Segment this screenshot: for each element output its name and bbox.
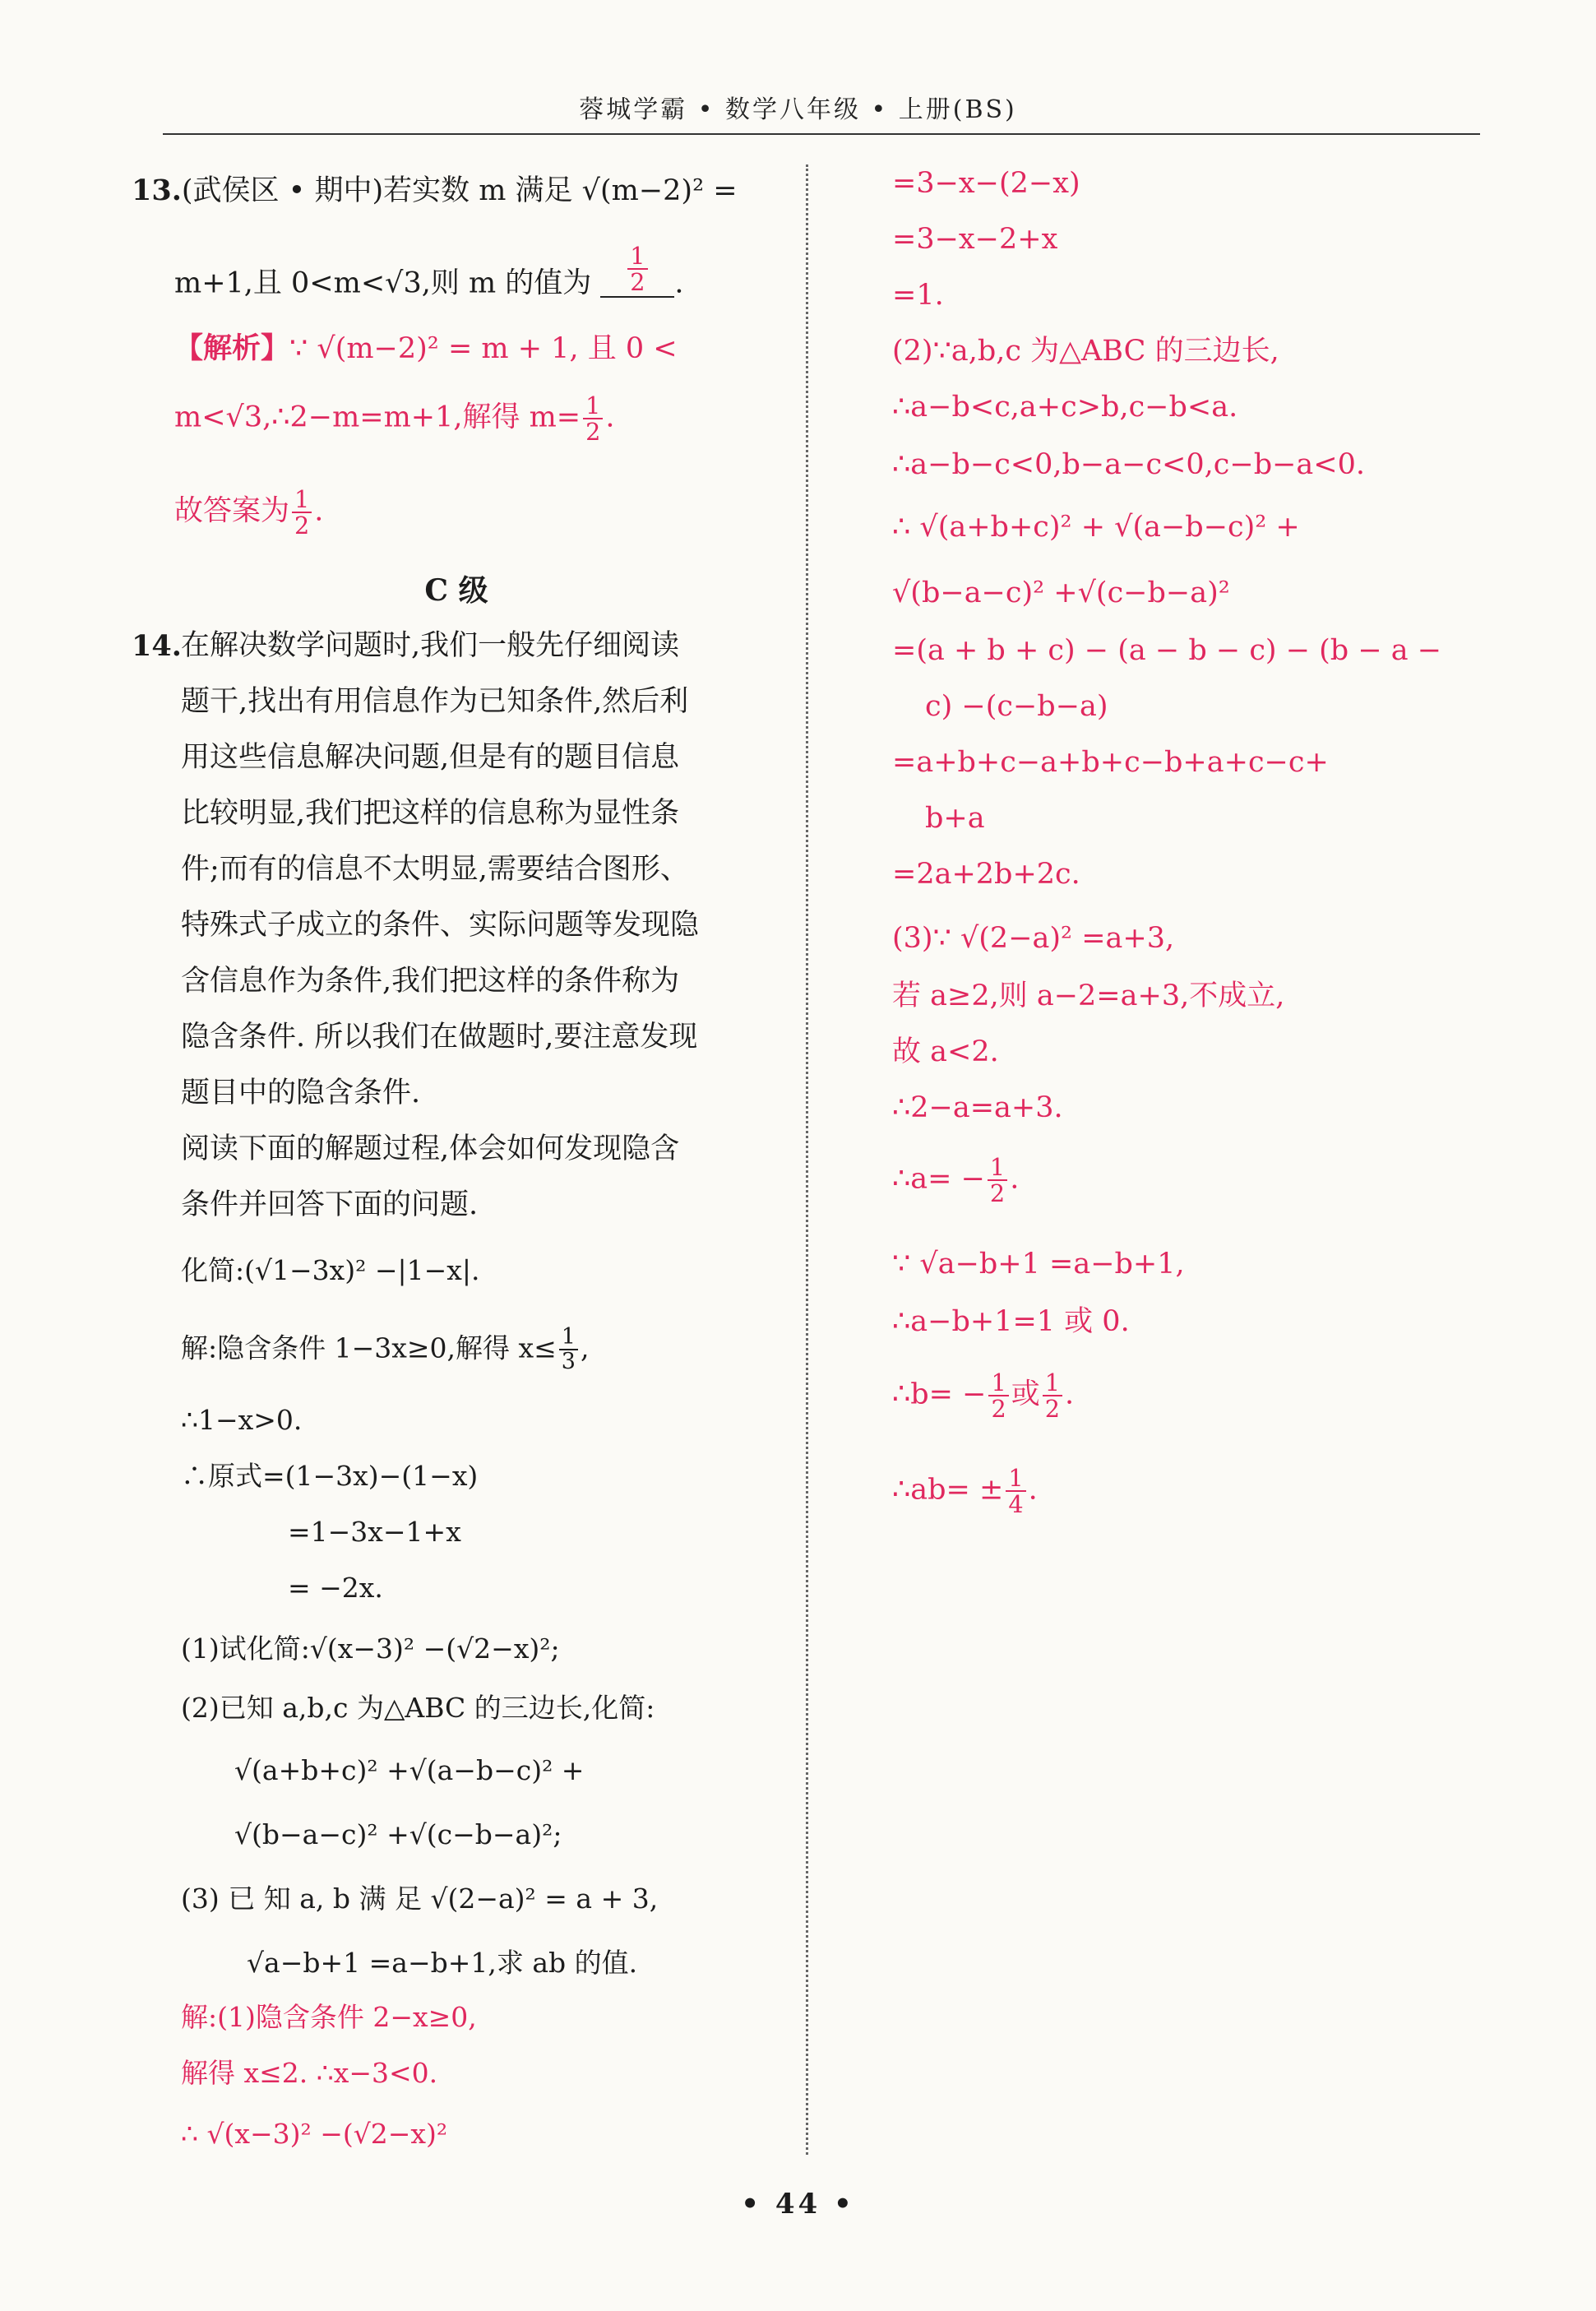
question-13-text-1: (武侯区 • 期中)若实数 m 满足 √(m−2)² =: [181, 174, 738, 207]
question-14-text-line: 比较明显,我们把这样的信息称为显性条: [181, 797, 680, 830]
question-14-text-line: 含信息作为条件,我们把这样的条件称为: [181, 965, 680, 998]
solution-line: 故 a<2.: [892, 1035, 999, 1068]
part-1: (1)试化简:√(x−3)² −(√2−x)²;: [181, 1633, 560, 1665]
solution-a-value: [892, 1155, 1019, 1206]
solution-line: (3)∵ √(2−a)² =a+3,: [892, 922, 1175, 955]
header-rule: [163, 133, 1480, 135]
analysis-text-1: ∵ √(m−2)² = m + 1, 且 0 <: [289, 332, 678, 365]
part-2-expression: √(b−a−c)² +√(c−b−a)²;: [234, 1818, 562, 1850]
analysis-fraction: [583, 391, 603, 447]
analysis-period: .: [605, 401, 615, 434]
question-14-text-line: 在解决数学问题时,我们一般先仔细阅读: [181, 629, 680, 662]
final-numerator: 1: [292, 487, 312, 513]
solution-line: ∴ √(x−3)² −(√2−x)²: [181, 2118, 448, 2150]
solution-a-numerator: 1: [988, 1155, 1007, 1181]
question-14-text-line: 题目中的隐含条件.: [181, 1077, 421, 1109]
final-text: 故答案为: [174, 494, 290, 528]
solution-ab-numerator: 1: [1006, 1466, 1025, 1492]
part-2-expression: √(a+b+c)² +√(a−b−c)² +: [234, 1754, 585, 1786]
analysis-text-2: m<√3,∴2−m=m+1,解得 m=: [174, 401, 581, 434]
solution-line: √(b−a−c)² +√(c−b−a)²: [892, 577, 1230, 609]
question-14-text-line: 特殊式子成立的条件、实际问题等发现隐: [181, 909, 700, 942]
question-14-text-line: 隐含条件. 所以我们在做题时,要注意发现: [181, 1021, 698, 1054]
solution-ab-period: .: [1028, 1473, 1038, 1507]
question-13-number: 13.: [132, 174, 182, 207]
solution-ab-text: ∴ab= ±: [892, 1473, 1004, 1507]
solution-line: ∴ √(a+b+c)² + √(a−b−c)² +: [892, 511, 1300, 544]
example-numerator: 1: [559, 1326, 578, 1350]
section-heading-c: C 级: [424, 573, 488, 608]
part-3-line-1: (3) 已 知 a, b 满 足 √(2−a)² = a + 3,: [181, 1883, 659, 1915]
question-13-text-2: m+1,且 0<m<√3,则 m 的值为: [174, 266, 592, 300]
question-14-text-line: 题干,找出有用信息作为已知条件,然后利: [181, 685, 689, 718]
solution-b-period: .: [1065, 1378, 1075, 1411]
solution-line: b+a: [925, 802, 985, 835]
question-13-line-1: [132, 176, 738, 206]
solution-line: =(a + b + c) − (a − b − c) − (b − a −: [892, 634, 1442, 667]
solution-a-text: ∴a= −: [892, 1162, 985, 1196]
solution-ab-value: [892, 1466, 1038, 1517]
final-denominator: 2: [294, 512, 310, 540]
example-step: ∴原式=(1−3x)−(1−x): [181, 1460, 479, 1492]
solution-line: ∵ √a−b+1 =a−b+1,: [892, 1248, 1185, 1281]
analysis-numerator: 1: [583, 393, 603, 419]
solution-line: 解:(1)隐含条件 2−x≥0,: [181, 2001, 477, 2033]
analysis-label: 【解析】: [174, 331, 290, 365]
solution-line: =1.: [892, 279, 944, 312]
solution-line: =2a+2b+2c.: [892, 858, 1080, 891]
analysis-final: [174, 487, 323, 538]
solution-a-denominator: 2: [989, 1179, 1006, 1208]
answer-fraction: [627, 242, 647, 297]
example-problem: 化简:(√1−3x)² −|1−x|.: [181, 1254, 480, 1286]
solution-a-fraction: [988, 1155, 1007, 1206]
final-period: .: [314, 494, 324, 528]
question-14-text-line: 件;而有的信息不太明显,需要结合图形、: [181, 853, 689, 886]
example-fraction: [559, 1326, 578, 1374]
solution-ab-denominator: 4: [1008, 1490, 1024, 1519]
solution-line: ∴a−b+1=1 或 0.: [892, 1305, 1130, 1338]
question-14-text-line: 用这些信息解决问题,但是有的题目信息: [181, 741, 680, 774]
solution-b-fraction-1: [988, 1369, 1008, 1424]
solution-a-period: .: [1010, 1162, 1020, 1196]
solution-line: 若 a≥2,则 a−2=a+3,不成立,: [892, 980, 1285, 1012]
analysis-denominator: 2: [585, 418, 601, 447]
solution-line: =a+b+c−a+b+c−b+a+c−c+: [892, 746, 1329, 779]
read-instruction-line: 阅读下面的解题过程,体会如何发现隐含: [181, 1132, 680, 1165]
final-fraction: [292, 487, 312, 538]
example-step: =1−3x−1+x: [288, 1516, 461, 1548]
part-2-intro: (2)已知 a,b,c 为△ABC 的三边长,化简:: [181, 1692, 655, 1724]
solution-b-value: [892, 1369, 1075, 1424]
solution-line: 解得 x≤2. ∴x−3<0.: [181, 2057, 438, 2089]
solution-line: ∴2−a=a+3.: [892, 1091, 1063, 1124]
question-14-number: 14.: [132, 629, 182, 663]
solution-line: (2)∵a,b,c 为△ABC 的三边长,: [892, 335, 1279, 368]
question-13-period: .: [674, 266, 684, 300]
solution-b-fraction-2: [1043, 1369, 1062, 1424]
solution-b-text: ∴b= −: [892, 1378, 987, 1411]
column-divider: [806, 164, 808, 2155]
example-denominator: 3: [561, 1349, 576, 1375]
solution-line: ∴a−b<c,a+c>b,c−b<a.: [892, 391, 1238, 424]
answer-denominator: 2: [630, 268, 645, 297]
answer-blank: [600, 243, 674, 298]
solution-b-denominator-2: 2: [1044, 1395, 1060, 1424]
example-step: ∴1−x>0.: [181, 1404, 303, 1436]
part-3-line-2: √a−b+1 =a−b+1,求 ab 的值.: [247, 1947, 638, 1979]
analysis-line-2: [174, 391, 615, 447]
question-13-line-2: [174, 243, 684, 298]
solution-b-numerator-2: 1: [1043, 1370, 1062, 1396]
solution-ab-fraction: [1006, 1466, 1025, 1517]
example-step: = −2x.: [288, 1572, 383, 1604]
answer-numerator: 1: [627, 243, 647, 270]
solution-b-numerator-1: 1: [988, 1370, 1008, 1396]
solution-line: =3−x−(2−x): [892, 167, 1080, 200]
solution-line: =3−x−2+x: [892, 223, 1058, 256]
read-instruction-line: 条件并回答下面的问题.: [181, 1188, 479, 1221]
page-number: • 44 •: [741, 2188, 855, 2221]
page-header: 蓉城学霸 • 数学八年级 • 上册(BS): [579, 95, 1017, 124]
analysis-line-1: [174, 331, 678, 365]
example-solution: [181, 1326, 589, 1374]
solution-line: c) −(c−b−a): [925, 690, 1108, 723]
solution-line: ∴a−b−c<0,b−a−c<0,c−b−a<0.: [892, 448, 1366, 481]
example-solution-text: 解:隐含条件 1−3x≥0,解得 x≤: [181, 1331, 557, 1364]
example-comma: ,: [580, 1331, 590, 1364]
solution-b-denominator-1: 2: [991, 1395, 1006, 1424]
solution-b-or: 或: [1011, 1378, 1040, 1411]
